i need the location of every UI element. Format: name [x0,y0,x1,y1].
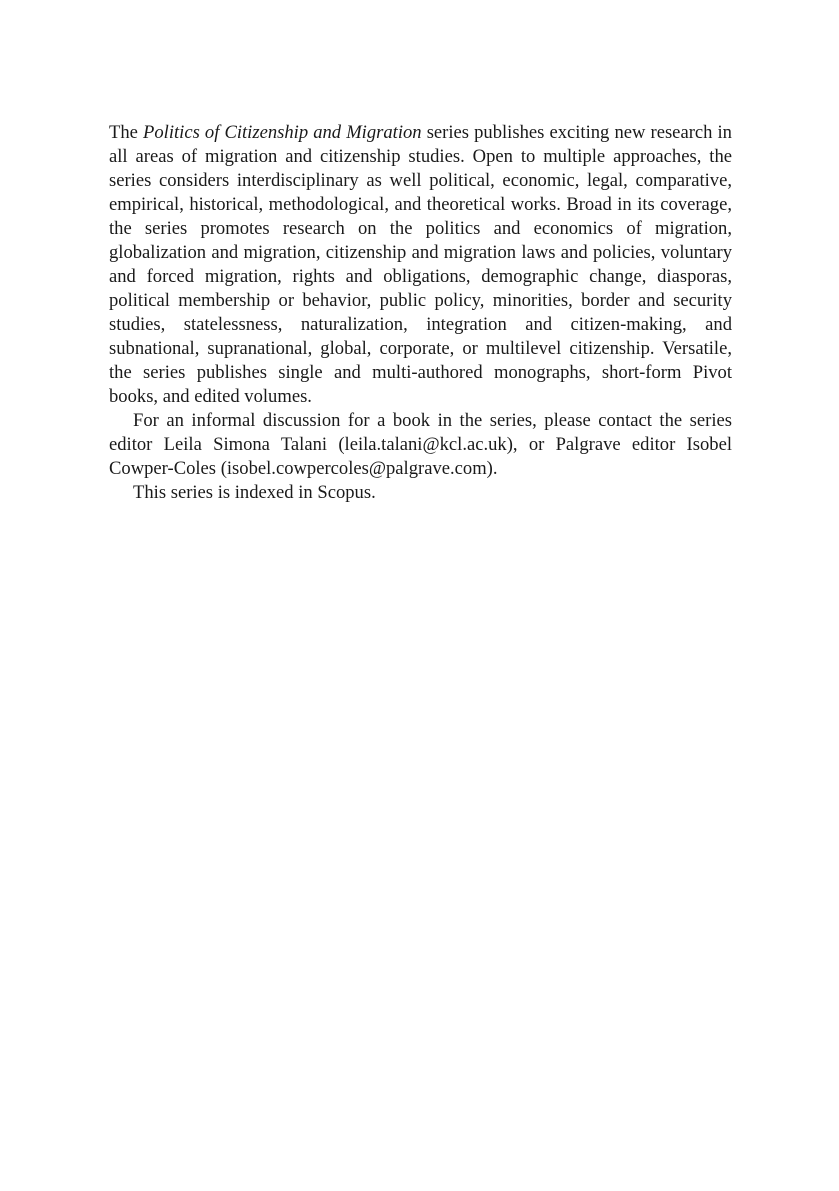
series-text-block [109,121,732,505]
series-description-body: series publishes exciting new research in all areas of migration and citizenship studies. Open to multiple approaches, the series considers interdisciplinary as well political, economic, legal, comparative, empirical, historical, methodological, and theoretical works. Broad in its coverage, the series promotes research on the politics and economics of migration, globalization and migration, citizenship and migration laws and policies, voluntary and forced migration, rights and obligations, demographic change, diasporas, political membership or behavior, public policy, minorities, border and security studies, statelessness, naturalization, integration and citizen-making, and subnational, supranational, global, corporate, or multilevel citizenship. Versatile, the series publishes single and multi-authored monographs, short-form Pivot books, and edited volumes. [109,122,732,407]
series-description-lead: The [109,122,143,143]
contact-paragraph: For an informal discussion for a book in the series, please contact the series editor Leila Simona Talani (leila.talani@kcl.ac.uk), or Palgrave editor Isobel Cowper-Coles (isobel.cowpercoles@palgrave.com). [109,410,732,479]
series-description-paragraph [109,121,732,409]
series-name: Politics of Citizenship and Migration [143,122,422,143]
indexing-paragraph: This series is indexed in Scopus. [133,482,376,503]
